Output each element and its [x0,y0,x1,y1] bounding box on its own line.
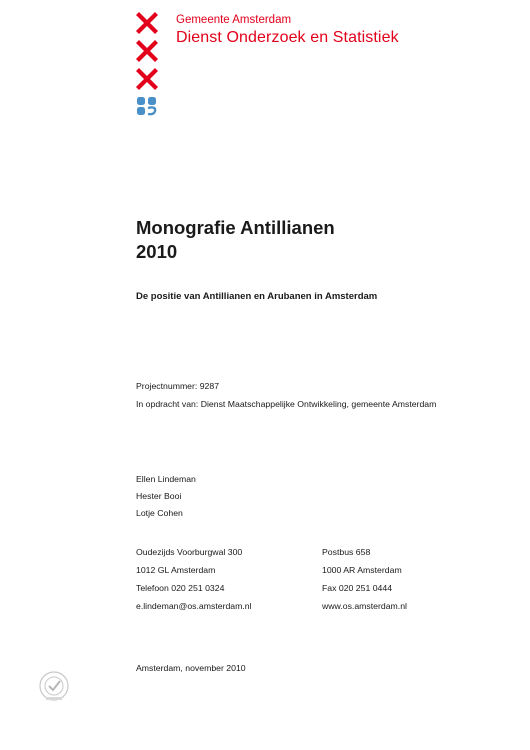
os-logo-icon [136,96,158,116]
po-box: Postbus 658 [322,547,371,557]
author-name: Ellen Lindeman [136,474,196,484]
email-address: e.lindeman@os.amsterdam.nl [136,601,252,611]
document-subtitle: De positie van Antillianen en Arubanen in Amsterdam [136,291,378,302]
postal-city: 1012 GL Amsterdam [136,565,216,575]
andreas-cross-icon [136,68,158,90]
street-address: Oudezijds Voorburgwal 300 [136,547,243,557]
publication-date: Amsterdam, november 2010 [136,663,246,673]
municipality-name: Gemeente Amsterdam [176,14,292,26]
title-line-1: Monografie Antillianen [136,217,335,238]
organization-name [176,13,399,48]
fax-number: Fax 020 251 0444 [322,583,393,593]
department-name: Dienst Onderzoek en Statistiek [176,29,399,46]
author-name: Hester Booi [136,491,182,501]
po-postal-city: 1000 AR Amsterdam [322,565,402,575]
author-name: Lotje Cohen [136,508,183,518]
amsterdam-logo [136,12,166,116]
andreas-cross-icon [136,40,158,62]
website-address: www.os.amsterdam.nl [322,601,407,611]
document-title [136,216,335,264]
project-number: Projectnummer: 9287 [136,381,220,391]
certification-seal-icon [38,670,70,702]
title-line-2: 2010 [136,241,178,262]
client-line: In opdracht van: Dienst Maatschappelijke Ontwikkeling, gemeente Amsterdam [136,399,437,409]
andreas-cross-icon [136,12,158,34]
phone-number: Telefoon 020 251 0324 [136,583,225,593]
